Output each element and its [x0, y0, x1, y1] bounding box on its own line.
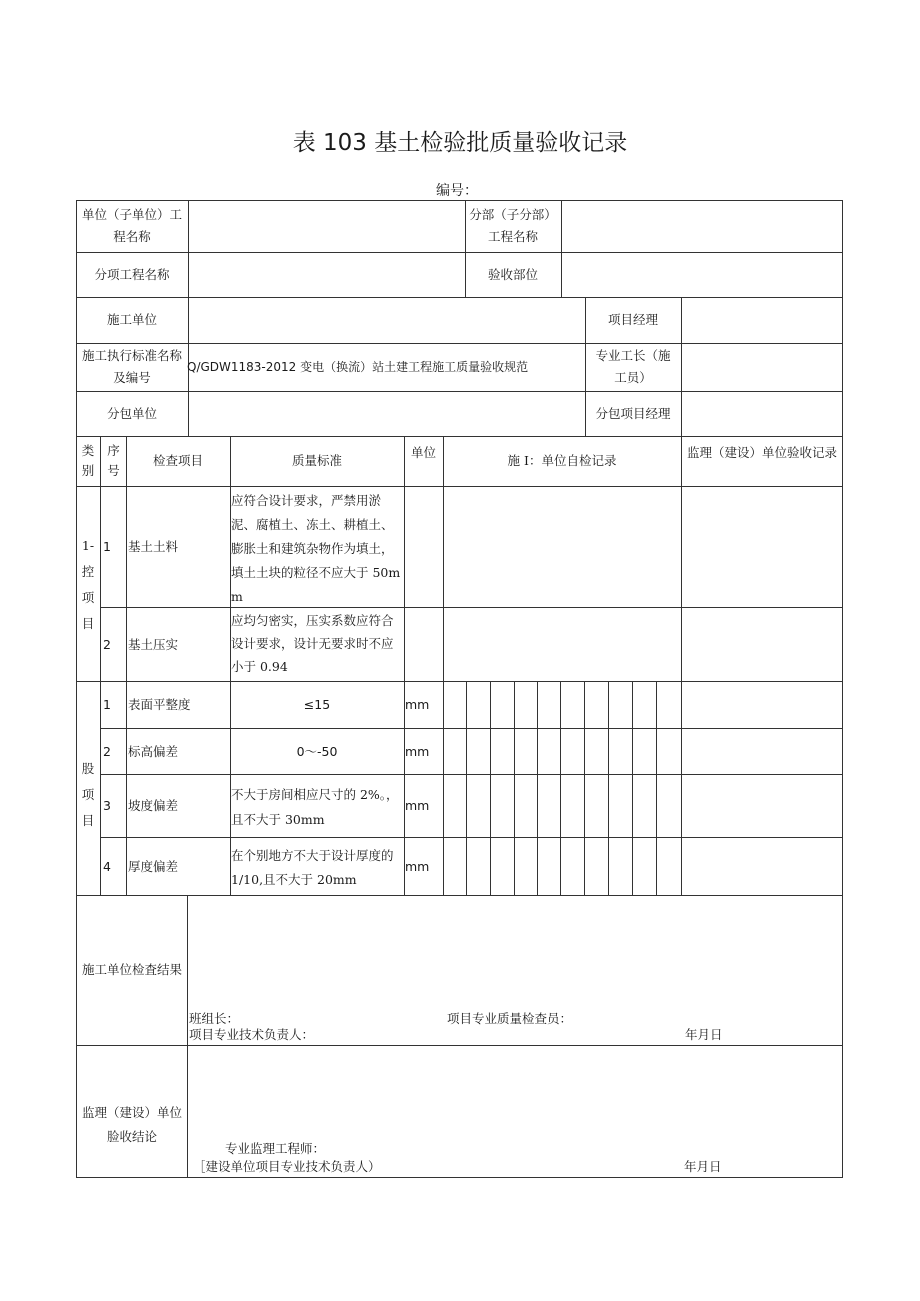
col-standard: 质量标准 [291, 453, 342, 468]
general-item-3-standard: 不大于房间相应尺寸的 2%。，且不大于 30mm [231, 787, 399, 827]
construction-unit-label: 施工单位 [106, 312, 157, 327]
general-item-2-name: 标高偏差 [128, 743, 179, 759]
general-item-3-seq: 3 [103, 798, 111, 813]
main-item-1-seq: 1 [103, 539, 111, 554]
main-item-1-standard: 应符合设计要求，严禁用淤泥、腐植土、冻土、耕植土、膨胀土和建筑杂物作为填土，填土土块的粒径不应大于 50mm [231, 493, 401, 604]
subcontract-manager-label: 分包项目经理 [595, 405, 671, 421]
col-unit: 单位 [410, 445, 436, 460]
general-item-4-standard: 在个别地方不大于设计厚度的 1/10,且不大于 20mm [231, 848, 394, 887]
acceptance-part-label: 验收部位 [487, 266, 538, 282]
supervision-engineer-label: 专业监理工程师： [225, 1141, 326, 1156]
quality-inspector-label: 项目专业质量检查员： [447, 1011, 573, 1026]
unit-project-label: 单位（子单位）工程名称 [81, 207, 182, 244]
owner-tech-lead-label: ［建设单位项目专业技术负责人） [193, 1159, 381, 1174]
general-category: 股项目 [81, 761, 95, 828]
team-leader-label: 班组长： [189, 1011, 240, 1026]
col-category: 类别 [81, 443, 95, 478]
col-item: 检查项目 [152, 453, 203, 468]
general-item-2-unit: mm [405, 743, 430, 759]
col-self-check: 施 I：单位自检记录 [507, 453, 617, 468]
main-item-1-name: 基土土料 [128, 539, 179, 554]
general-item-1-seq: 1 [103, 697, 111, 712]
main-control-category: 1- 控项目 [81, 538, 95, 631]
construction-result-label: 施工单位检査结果 [81, 962, 182, 977]
general-item-4-seq: 4 [103, 858, 111, 874]
foreman-label: 专业工长（施工员） [595, 348, 671, 385]
main-item-2-standard: 应均匀密实，压实系数应符合设计要求，设计无要求时不应小于 0.94 [231, 613, 394, 674]
supervision-conclusion-label: 监理（建设）单位脸收结论 [81, 1105, 182, 1144]
sub-project-label: 分部（子分部）工程名称 [469, 207, 557, 244]
project-manager-label: 项目经理 [607, 312, 658, 327]
subcontract-unit-label: 分包单位 [106, 405, 157, 421]
col-seq: 序号 [107, 443, 120, 478]
general-item-1-standard: ≤15 [303, 697, 331, 712]
acceptance-record-table [76, 200, 843, 1178]
col-supervision: 监理（建设）单位验收记录 [686, 445, 837, 460]
general-item-1-name: 表面平整度 [128, 697, 191, 712]
general-item-4-unit: mm [405, 858, 430, 874]
item-project-label: 分项工程名称 [94, 266, 170, 282]
standard-value: Q/GDW1183-2012 变电（换流）站土建工程施工质量验收规范 [187, 360, 529, 374]
tech-lead-label: 项目专业技术负责人： [189, 1027, 315, 1042]
main-item-2-name: 基土压实 [128, 636, 179, 652]
general-item-3-name: 坡度偏差 [128, 798, 179, 813]
doc-number-label: 编号： [436, 183, 478, 199]
page-title: 表 103 基土检验批质量验收记录 [292, 130, 628, 156]
supervision-conclusion-date: 年月日 [684, 1159, 722, 1174]
standard-label: 施工执行标准名称及编号 [81, 348, 182, 385]
general-item-3-unit: mm [405, 798, 430, 813]
general-item-2-standard: 0～-50 [296, 743, 338, 759]
general-item-4-name: 厚度偏差 [128, 858, 179, 874]
construction-result-date: 年月日 [685, 1027, 723, 1042]
general-item-2-seq: 2 [103, 743, 111, 759]
general-item-1-unit: mm [405, 697, 430, 712]
main-item-2-seq: 2 [103, 636, 111, 652]
